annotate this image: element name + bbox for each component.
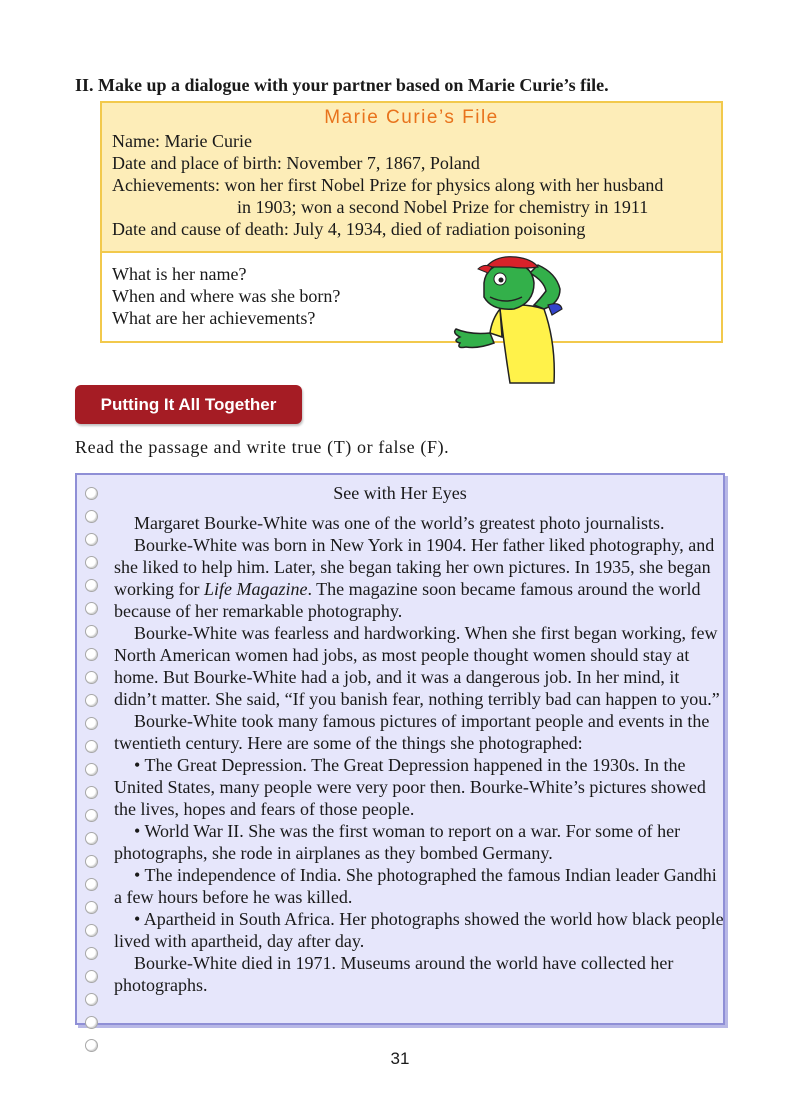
reading-passage [75,473,725,1025]
binder-ring-icon [85,602,98,615]
file-title: Marie Curie’s File [324,107,499,128]
file-details [102,103,721,253]
binder-ring-icon [85,878,98,891]
binder-ring-icon [85,901,98,914]
binder-ring-icon [85,763,98,776]
binder-ring-icon [85,556,98,569]
marie-curie-file-card [100,101,723,343]
binder-ring-icon [85,832,98,845]
file-name-line: Name: Marie Curie [112,131,252,151]
passage-title: See with Her Eyes [333,483,467,503]
paragraph-early-life [114,534,724,622]
binder-ring-icon [85,533,98,546]
binder-ring-icon [85,694,98,707]
binder-ring-icon [85,625,98,638]
binder-rings [85,487,105,1062]
bullet-world-war-ii: • World War II. She was the first woman to report on a war. For some of her photographs, she rode in airplanes as they bombed Germany. [114,821,681,863]
binder-ring-icon [85,924,98,937]
bullet-apartheid: • Apartheid in South Africa. Her photographs showed the world how black people lived with apartheid, day after day. [114,909,724,951]
question-name: What is her name? [112,264,247,284]
binder-ring-icon [85,855,98,868]
binder-ring-icon [85,1016,98,1029]
bullet-great-depression: • The Great Depression. The Great Depression happened in the 1930s. In the United States, many people were very poor then. Bourke-White’s pictures showed the lives, hopes and fears of those people. [114,755,706,819]
binder-ring-icon [85,648,98,661]
binder-ring-icon [85,809,98,822]
page-number: 31 [390,1049,410,1068]
binder-ring-icon [85,717,98,730]
binder-ring-icon [85,947,98,960]
passage-body [114,512,724,996]
binder-ring-icon [85,970,98,983]
paragraph-early-life-text: Bourke-White was born in New York in 1904. Her father liked photography, and she liked to help him. Later, she began taking her own pictures. In 1935, she began working for [114,535,715,599]
question-achievements: What are her achievements? [112,308,316,328]
paragraph-famous-pictures: Bourke-White took many famous pictures of important people and events in the twentieth century. Here are some of the things she photographed: [114,711,710,753]
exercise-heading: II. Make up a dialogue with your partner based on Marie Curie’s file. [75,75,609,95]
binder-ring-icon [85,740,98,753]
paragraph-intro: Margaret Bourke-White was one of the world’s greatest photo journalists. [134,513,665,533]
file-achievements-line: Achievements: won her first Nobel Prize for physics along with her husband [112,175,664,195]
instruction-text: Read the passage and write true (T) or false (F). [75,437,450,457]
paragraph-fearless: Bourke-White was fearless and hardworking. When she first began working, few North American women had jobs, as most people thought women should stay at home. But Bourke-White had a job, and it was a dangerous job. In her mind, it didn’t matter. She said, “If you banish fear, nothing terribly bad can happen to you.” [114,623,720,709]
file-achievements-continued: in 1903; won a second Nobel Prize for chemistry in 1911 [237,197,649,217]
file-death-line: Date and cause of death: July 4, 1934, died of radiation poisoning [112,219,586,239]
binder-ring-icon [85,579,98,592]
paragraph-early-life-end: . The magazine soon became famous around the world because of her remarkable photography. [114,579,701,621]
bullet-india-independence: • The independence of India. She photographed the famous Indian leader Gandhi a few hours before he was killed. [114,865,717,907]
binder-ring-icon [85,510,98,523]
question-birth: When and where was she born? [112,286,341,306]
binder-ring-icon [85,786,98,799]
magazine-title: Life Magazine [203,579,308,599]
file-birth-line: Date and place of birth: November 7, 1867, Poland [112,153,480,173]
section-banner: Putting It All Together [75,385,302,424]
binder-ring-icon [85,993,98,1006]
frog-mascot-icon [448,253,578,385]
paragraph-death: Bourke-White died in 1971. Museums around the world have collected her photographs. [114,953,674,995]
binder-ring-icon [85,671,98,684]
